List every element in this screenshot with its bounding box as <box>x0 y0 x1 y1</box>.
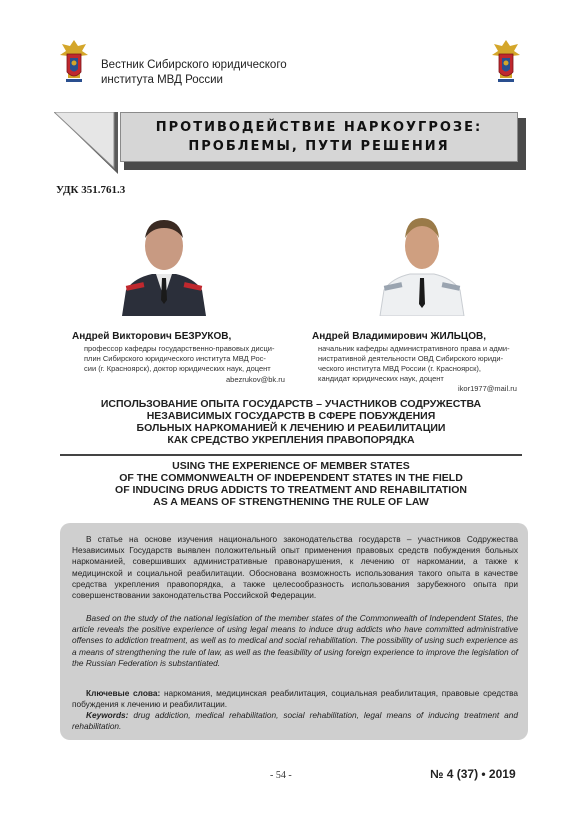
author-info-bezrukov <box>84 344 284 374</box>
mvd-emblem-left-icon <box>58 38 90 84</box>
author-info-line: сии (г. Красноярск), доктор юридических наук, доцент <box>84 364 271 373</box>
title-ru-line: БОЛЬНЫХ НАРКОМАНИЕЙ К ЛЕЧЕНИЮ И РЕАБИЛИТАЦИИ <box>136 422 446 434</box>
journal-title-line1: Вестник Сибирского юридического <box>101 59 287 71</box>
title-en-line: OF INDUCING DRUG ADDICTS TO TREATMENT AND REHABILITATION <box>115 484 467 496</box>
section-title-line1: ПРОТИВОДЕЙСТВИЕ НАРКОУГРОЗЕ: <box>155 120 483 135</box>
keywords-en-text: drug addiction, medical rehabilitation, social rehabilitation, legal means of inducing treatment and rehabilitation. <box>72 710 518 732</box>
keywords-en <box>72 710 518 732</box>
title-en-line: OF THE COMMONWEALTH OF INDEPENDENT STATES IN THE FIELD <box>119 472 463 484</box>
title-ru-line: ИСПОЛЬЗОВАНИЕ ОПЫТА ГОСУДАРСТВ – УЧАСТНИКОВ СОДРУЖЕСТВА <box>100 398 482 410</box>
abstract-ru: В статье на основе изучения национального законодательства государств – участников Содружества Независимых Государств выявлен положительный опыт применения правовых средств побуждения больных наркоманией, совершивших административные правонарушения, к лечению от наркомании, а также к медицинской и социальной реабилитации. Обоснована возможность использования такого опыта в качестве средства укрепления правопорядка, а также целесообразность использования зарубежного опыта при совершенствовании законодательства Российской Федерации. <box>72 534 518 601</box>
issue-number: № 4 (37) • 2019 <box>430 767 516 781</box>
page-number: - 54 - <box>270 770 292 781</box>
title-ru-line: КАК СРЕДСТВО УКРЕПЛЕНИЯ ПРАВОПОРЯДКА <box>167 434 415 446</box>
keywords-ru <box>72 688 518 710</box>
article-title-ru <box>60 398 522 446</box>
author-info-line: профессор кафедры государственно-правовых дисци- <box>84 344 275 353</box>
journal-title-line2: института МВД России <box>101 74 223 86</box>
article-title-en <box>60 460 522 508</box>
title-ru-line: НЕЗАВИСИМЫХ ГОСУДАРСТВ В СФЕРЕ ПОБУЖДЕНИЯ <box>146 410 436 422</box>
keywords-en-label: Keywords: <box>86 710 129 720</box>
author-photo-zhiltsov <box>372 208 472 316</box>
author-info-line: плин Сибирского юридического института МВД Рос- <box>84 354 266 363</box>
author-info-line: начальник кафедры административного права и адми- <box>318 344 510 353</box>
author-info-zhiltsov <box>318 344 528 384</box>
keywords-ru-label: Ключевые слова: <box>86 688 161 698</box>
journal-title <box>101 58 287 88</box>
abstract-en: Based on the study of the national legislation of the member states of the Commonwealth of Independent States, the article reveals the positive experience of using legal means to induce drug addicts who have committed administrative offenses to addiction treatment, as well as to medical and social rehabilitation. The possibility of using such experience as a means of strengthening the rule of law, as well as the feasibility of using foreign experience to improve the legislation of the Russian Federation is substantiated. <box>72 613 518 668</box>
author-name-bezrukov: Андрей Викторович БЕЗРУКОВ, <box>72 331 232 342</box>
title-en-line: AS A MEANS OF STRENGTHENING THE RULE OF LAW <box>153 496 429 508</box>
author-email-zhiltsov: ikor1977@mail.ru <box>458 384 517 393</box>
title-en-line: USING THE EXPERIENCE OF MEMBER STATES <box>172 460 410 472</box>
author-info-line: ческого института МВД России (г. Красноярск), <box>318 364 481 373</box>
title-divider <box>60 454 522 456</box>
banner-corner-decoration-icon <box>54 112 118 174</box>
author-name-zhiltsov: Андрей Владимирович ЖИЛЬЦОВ, <box>312 331 486 342</box>
mvd-emblem-right-icon <box>490 38 522 84</box>
keywords-ru-text: наркомания, медицинская реабилитация, социальная реабилитация, правовые средства побуждения к лечению и реабилитации. <box>72 688 519 710</box>
author-info-line: нистративной деятельности ОВД Сибирского юриди- <box>318 354 504 363</box>
section-banner <box>120 112 518 162</box>
author-photo-bezrukov <box>114 208 214 316</box>
section-title-line2: ПРОБЛЕМЫ, ПУТИ РЕШЕНИЯ <box>188 139 450 154</box>
author-email-bezrukov: abezrukov@bk.ru <box>226 375 285 384</box>
udk-code: УДК 351.761.3 <box>56 184 126 196</box>
author-info-line: кандидат юридических наук, доцент <box>318 374 444 383</box>
